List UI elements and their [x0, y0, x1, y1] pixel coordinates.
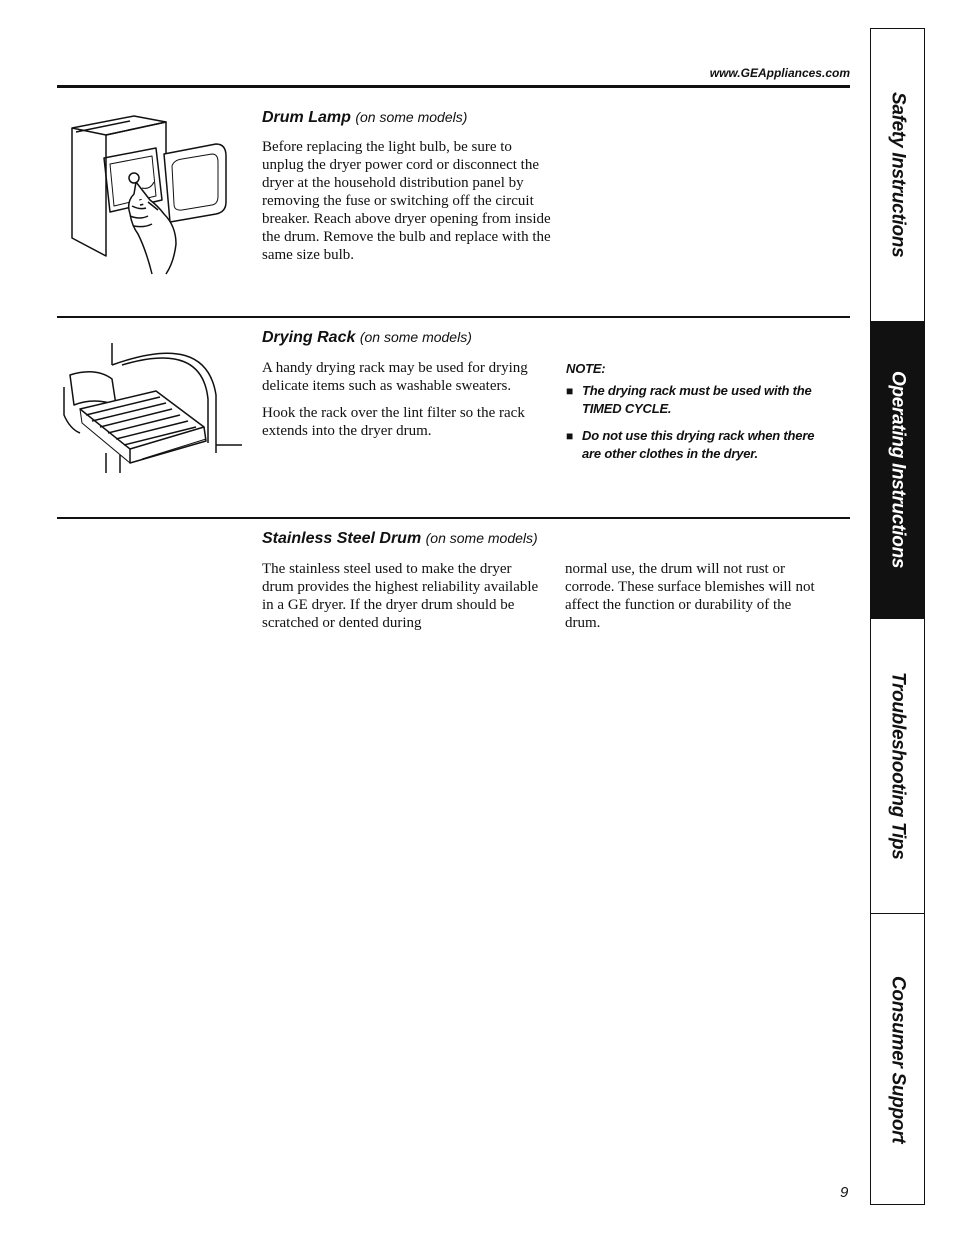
tab-troubleshooting-tips[interactable]: Troubleshooting Tips [871, 619, 924, 914]
drying-rack-para-1: A handy drying rack may be used for drying delicate items such as washable sweaters. [262, 360, 528, 394]
note-label: NOTE: [566, 361, 606, 376]
section-divider [57, 517, 850, 519]
drum-lamp-illustration [66, 110, 236, 280]
section-tabs [870, 28, 925, 1205]
stainless-drum-heading: Stainless Steel Drum (on some models) [262, 530, 538, 547]
drum-lamp-heading: Drum Lamp (on some models) [262, 109, 468, 126]
drum-lamp-subtitle: (on some models) [355, 109, 468, 125]
drying-rack-illustration [56, 335, 246, 475]
note-item: ■ The drying rack must be used with the TIMED CYCLE. [566, 383, 812, 416]
note-item: ■ Do not use this drying rack when there are other clothes in the dryer. [566, 428, 815, 461]
drying-rack-heading: Drying Rack (on some models) [262, 329, 472, 346]
tab-safety-instructions[interactable]: Safety Instructions [871, 29, 924, 322]
drying-rack-text [262, 359, 552, 449]
stainless-drum-text-col-1: The stainless steel used to make the dryer drum provides the highest reliability available in a GE dryer. If the dryer drum should be scratched or dented during [262, 561, 539, 631]
square-bullet-icon: ■ [566, 384, 574, 398]
drying-rack-subtitle: (on some models) [359, 329, 472, 345]
drum-lamp-text: Before replacing the light bulb, be sure to unplug the dryer power cord or disconnect the dryer at the household distribution panel by removing the fuse or switching off the circuit breaker. Reach above dryer opening from inside the drum. Remove the bulb and replace with the same size bulb. [262, 139, 551, 263]
drying-rack-note [566, 360, 836, 472]
drying-rack-para-2: Hook the rack over the lint filter so the rack extends into the dryer drum. [262, 405, 525, 439]
square-bullet-icon: ■ [566, 429, 574, 443]
stainless-drum-text-col-2: normal use, the drum will not rust or corrode. These surface blemishes will not affect the function or durability of the drum. [565, 561, 815, 631]
stainless-drum-subtitle: (on some models) [425, 530, 538, 546]
header-rule [57, 85, 850, 88]
tab-consumer-support[interactable]: Consumer Support [887, 976, 909, 1144]
tab-operating-instructions[interactable]: Operating Instructions [871, 322, 924, 619]
section-divider [57, 316, 850, 318]
page-number: 9 [840, 1184, 849, 1201]
website-url: www.GEAppliances.com [709, 66, 850, 80]
